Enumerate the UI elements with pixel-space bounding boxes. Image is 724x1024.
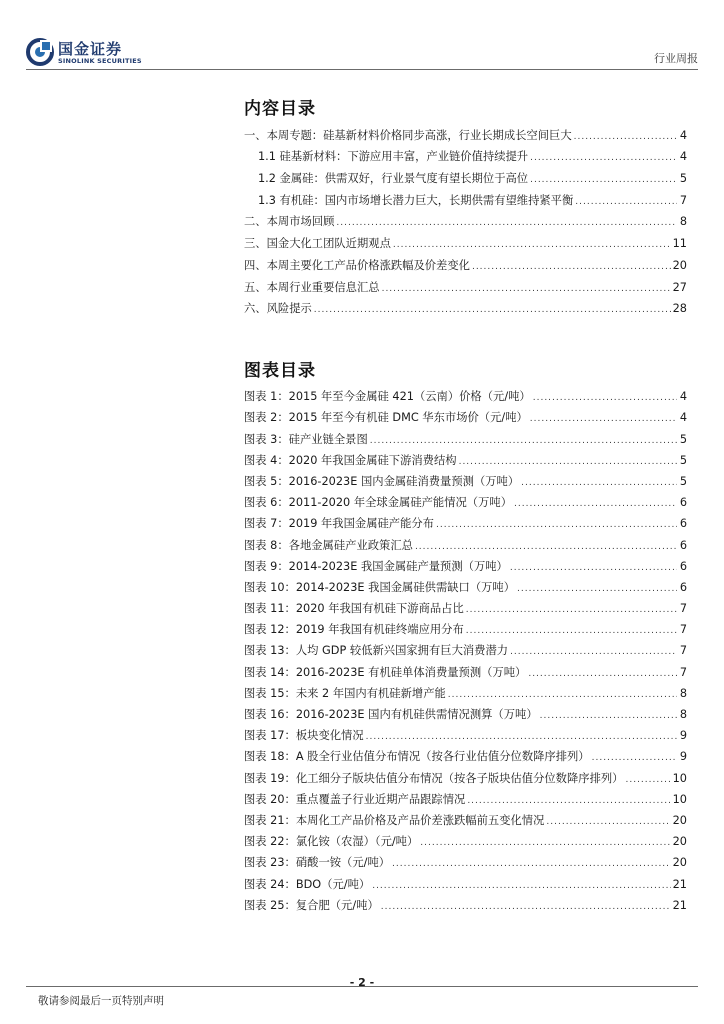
dot-leader	[366, 731, 677, 743]
toc-entry[interactable]	[244, 186, 687, 208]
dot-leader	[575, 196, 677, 208]
toc-entry[interactable]	[244, 701, 687, 722]
toc-entry-title: 四、本周主要化工产品价格涨跌幅及价差变化	[244, 258, 470, 272]
toc-entry-title: 图表 8：各地金属硅产业政策汇总	[244, 538, 413, 552]
toc-entry-page: 7	[679, 644, 687, 658]
toc-title: 内容目录	[244, 99, 316, 119]
toc-entry[interactable]	[244, 807, 687, 828]
toc-entry-page: 5	[679, 474, 687, 488]
toc-entry[interactable]	[244, 595, 687, 616]
toc-entry[interactable]	[244, 574, 687, 595]
dot-leader	[540, 710, 677, 722]
toc-entry-page: 7	[679, 602, 687, 616]
dot-leader	[521, 477, 677, 489]
toc-entry[interactable]	[244, 229, 687, 251]
toc-entry-title: 图表 20：重点覆盖子行业近期产品跟踪情况	[244, 792, 466, 806]
footer-divider	[26, 986, 698, 987]
figures-list	[244, 383, 687, 913]
toc-entry-page: 20	[672, 856, 687, 870]
dot-leader	[530, 152, 677, 164]
dot-leader	[510, 562, 677, 574]
dot-leader	[533, 392, 677, 404]
dot-leader	[466, 625, 677, 637]
dot-leader	[459, 456, 677, 468]
toc-entry-title: 图表 17：板块变化情况	[244, 729, 364, 743]
toc-entry[interactable]	[244, 786, 687, 807]
toc-entry-title: 图表 25：复合肥（元/吨）	[244, 898, 379, 912]
header-divider	[26, 69, 698, 70]
toc-entry-page: 27	[672, 280, 687, 294]
dot-leader	[370, 435, 677, 447]
toc-entry-page: 7	[679, 193, 687, 207]
toc-entry-title: 图表 5：2016-2023E 国内金属硅消费量预测（万吨）	[244, 474, 520, 488]
toc-entry-page: 6	[679, 538, 687, 552]
toc-entry-title: 图表 22：氯化铵（农湿）（元/吨）	[244, 835, 419, 849]
toc-entry[interactable]	[244, 510, 687, 531]
page-header	[26, 36, 698, 70]
toc-entry-title: 图表 16：2016-2023E 国内有机硅供需情况测算（万吨）	[244, 708, 538, 721]
toc-entry-page: 8	[679, 708, 687, 721]
toc-entry-page: 10	[672, 792, 687, 806]
toc-entry-page: 4	[679, 128, 687, 142]
toc-entry[interactable]	[244, 273, 687, 295]
toc-entry-title: 图表 23：硝酸一铵（元/吨）	[244, 856, 391, 870]
dot-leader	[392, 858, 671, 870]
toc-entry-title: 图表 15：未来 2 年国内有机硅新增产能	[244, 686, 446, 700]
toc-entry-title: 三、国金大化工团队近期观点	[244, 237, 391, 251]
toc-entry-title: 图表 7：2019 年我国金属硅产能分布	[244, 517, 434, 531]
dot-leader	[517, 583, 677, 595]
dot-leader	[625, 774, 670, 786]
toc-entry[interactable]	[244, 143, 687, 165]
dot-leader	[372, 880, 670, 892]
toc-entry-title: 五、本周行业重要信息汇总	[244, 280, 380, 294]
toc-entry[interactable]	[244, 658, 687, 679]
toc-entry[interactable]	[244, 447, 687, 468]
toc-entry-title: 图表 6：2011-2020 年全球金属硅产能情况（万吨）	[244, 496, 512, 510]
toc-entry-page: 9	[679, 729, 687, 743]
toc-entry-page: 4	[679, 150, 687, 164]
toc-entry[interactable]	[244, 383, 687, 404]
toc-entry-title: 图表 18：A 股全行业估值分布情况（按各行业估值分位数降序排列）	[244, 750, 590, 764]
toc-entry-title: 图表 24：BDO（元/吨）	[244, 877, 371, 891]
toc-entry-title: 图表 9：2014-2023E 我国金属硅产量预测（万吨）	[244, 559, 508, 573]
figures-title: 图表目录	[244, 361, 316, 381]
footer-disclaimer: 敬请参阅最后一页特别声明	[38, 995, 164, 1007]
dot-leader	[448, 689, 677, 701]
toc-entry[interactable]	[244, 425, 687, 446]
logo-text-en: SINOLINK SECURITIES	[58, 57, 142, 65]
toc-entry-page: 7	[679, 665, 687, 679]
toc-entry-page: 10	[672, 771, 687, 785]
dot-leader	[415, 541, 677, 553]
toc-entry[interactable]	[244, 828, 687, 849]
toc-entry-title: 图表 3：硅产业链全景图	[244, 432, 368, 446]
toc-entry-page: 21	[672, 898, 687, 912]
toc-entry[interactable]	[244, 121, 687, 143]
toc-entry-title: 图表 10：2014-2023E 我国金属硅供需缺口（万吨）	[244, 580, 516, 594]
logo-text-cn: 国金证券	[58, 40, 123, 58]
toc-entry-page: 21	[672, 877, 687, 891]
page-number: - 2 -	[349, 976, 375, 989]
toc-entry[interactable]	[244, 489, 687, 510]
dot-leader	[574, 131, 677, 143]
sinolink-logo-icon	[26, 38, 54, 66]
toc-entry[interactable]	[244, 870, 687, 891]
dot-leader	[546, 816, 670, 828]
toc-entry-title: 1.3 有机硅：国内市场增长潜力巨大，长期供需有望维持紧平衡	[258, 193, 574, 207]
toc-entry-title: 1.2 金属硅：供需双好，行业景气度有望长期位于高位	[258, 172, 529, 186]
dot-leader	[592, 752, 677, 764]
toc-entry[interactable]	[244, 616, 687, 637]
toc-entry[interactable]	[244, 295, 687, 317]
toc-entry[interactable]	[244, 553, 687, 574]
dot-leader	[467, 795, 670, 807]
dot-leader	[530, 413, 677, 425]
toc-entry-title: 图表 1：2015 年至今金属硅 421（云南）价格（元/吨）	[244, 390, 531, 404]
toc-entry[interactable]	[244, 743, 687, 764]
dot-leader	[530, 174, 677, 186]
toc-entry-title: 图表 13：人均 GDP 较低新兴国家拥有巨大消费潜力	[244, 644, 509, 658]
toc-entry-title: 图表 4：2020 年我国金属硅下游消费结构	[244, 453, 457, 467]
toc-entry[interactable]	[244, 637, 687, 658]
dot-leader	[528, 668, 677, 680]
toc-entry[interactable]	[244, 468, 687, 489]
dot-leader	[472, 261, 671, 273]
toc-entry[interactable]	[244, 892, 687, 913]
dot-leader	[336, 217, 677, 229]
toc-entry[interactable]	[244, 722, 687, 743]
toc-entry-title: 一、本周专题：硅基新材料价格同步高涨，行业长期成长空间巨大	[244, 128, 572, 142]
dot-leader	[510, 646, 677, 658]
document-type: 行业周报	[654, 52, 698, 65]
toc-entry-title: 图表 21：本周化工产品价格及产品价差涨跌幅前五变化情况	[244, 813, 545, 827]
toc-entry-title: 图表 2：2015 年至今有机硅 DMC 华东市场价（元/吨）	[244, 411, 528, 425]
toc-entry-page: 8	[679, 215, 687, 229]
toc-entry-title: 图表 19：化工细分子版块估值分布情况（按各子版块估值分位数降序排列）	[244, 771, 624, 785]
toc-entry-page: 7	[679, 623, 687, 637]
toc-entry-page: 4	[679, 411, 687, 425]
toc-entry-page: 20	[672, 813, 687, 827]
toc-list	[244, 121, 687, 316]
dot-leader	[314, 304, 671, 316]
toc-entry[interactable]	[244, 764, 687, 785]
toc-entry-page: 5	[679, 453, 687, 467]
dot-leader	[436, 519, 677, 531]
toc-entry-page: 5	[679, 172, 687, 186]
toc-entry-page: 20	[672, 258, 687, 272]
toc-entry-title: 图表 12：2019 年我国有机硅终端应用分布	[244, 623, 464, 637]
toc-entry-title: 图表 14：2016-2023E 有机硅单体消费量预测（万吨）	[244, 665, 527, 679]
toc-entry-page: 8	[679, 686, 687, 700]
toc-entry[interactable]	[244, 251, 687, 273]
dot-leader	[514, 498, 677, 510]
dot-leader	[420, 837, 670, 849]
toc-entry-page: 6	[679, 496, 687, 510]
toc-entry-title: 六、风险提示	[244, 302, 312, 316]
dot-leader	[466, 604, 677, 616]
toc-entry-title: 二、本周市场回顾	[244, 215, 335, 229]
toc-entry[interactable]	[244, 531, 687, 552]
company-logo	[26, 36, 142, 68]
toc-entry-page: 20	[672, 835, 687, 849]
toc-entry[interactable]	[244, 849, 687, 870]
dot-leader	[393, 239, 671, 251]
toc-entry-page: 4	[679, 390, 687, 404]
toc-entry[interactable]	[244, 680, 687, 701]
toc-entry[interactable]	[244, 164, 687, 186]
toc-entry-page: 6	[679, 580, 687, 594]
toc-entry[interactable]	[244, 208, 687, 230]
toc-entry-page: 28	[672, 302, 687, 316]
toc-entry-page: 5	[679, 432, 687, 446]
toc-entry-page: 6	[679, 559, 687, 573]
toc-entry-title: 1.1 硅基新材料：下游应用丰富，产业链价值持续提升	[258, 150, 529, 164]
toc-entry-page: 9	[679, 750, 687, 764]
dot-leader	[381, 901, 671, 913]
toc-entry[interactable]	[244, 404, 687, 425]
toc-entry-page: 11	[672, 237, 687, 251]
toc-entry-page: 6	[679, 517, 687, 531]
toc-entry-title: 图表 11：2020 年我国有机硅下游商品占比	[244, 602, 464, 616]
dot-leader	[382, 283, 671, 295]
